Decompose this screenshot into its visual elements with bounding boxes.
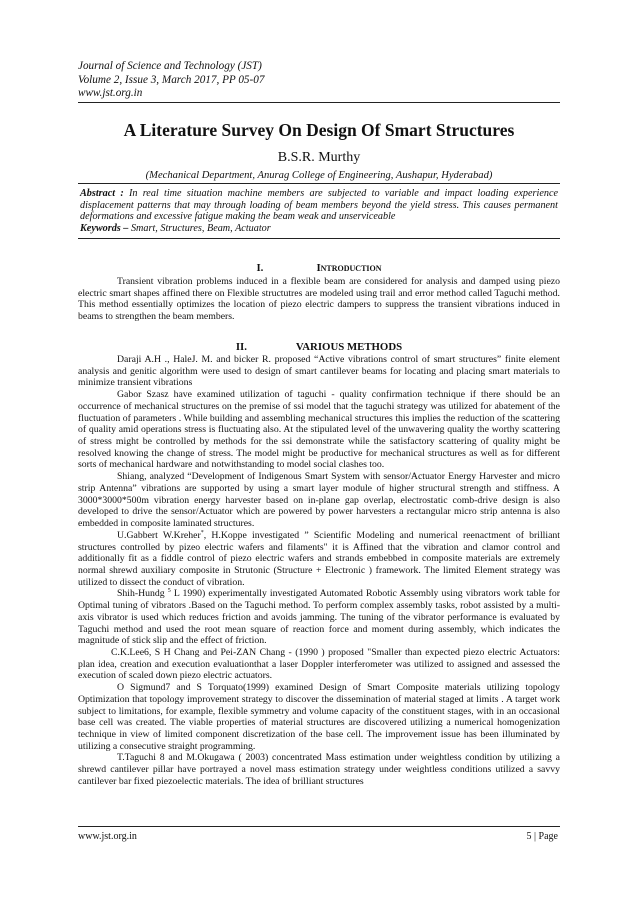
paragraph-text: L 1990) experimentally investigated Automated Robotic Assembly using vibrators work table for Optimal tuning of vibrators .Based on the Taguchi method. To perform complex assembly tasks, robot assisted by a multi-axis vibrator is used which reduces friction and avoids jamming. The tuning of the vibrator performance is evaluated by Taguchi method and used the root mean square of reaction force and moment during assembly, which indicates the magnitude of stick slip and the effect of friction.: [78, 588, 560, 647]
paragraph: C.K.Lee6, S H Chang and Pei-ZAN Chang - (1990 ) proposed "Smaller than expected piezo electric Actuators: plan idea, creation and execution evaluationthat a laser Doppler interferometer was utilized to assigned and assessed the execution of scaled down piezo electric actuators.: [78, 646, 560, 682]
abstract-label: Abstract :: [80, 188, 124, 199]
section-heading-methods: [78, 341, 560, 354]
keywords-text: Smart, Structures, Beam, Actuator: [130, 223, 271, 234]
paper-author: B.S.R. Murthy: [277, 150, 361, 165]
abstract-bottom-divider: [78, 238, 560, 239]
paragraph: Shiang, analyzed “Development of Indigenous Smart System with sensor/Actuator Energy Harvester and micro strip Antenna” vibrations are supported by using a smart layer module of higher structural strength and stiffness. A 3000*3000*500m vibration energy harvester based on in-plane gap overlap, electrostatic comb-drive design is also developed to drive the sensor/Actuator which are powered by power harvesters a rectangular micro strip antenna is also embedded in composite laminated structures.: [78, 471, 560, 530]
abstract: [80, 188, 558, 223]
abstract-text: In real time situation machine members are subjected to variable and impact loading experience displacement patterns that may through loading of beam members beyond the yield stress. This causes permanent deformations and excessive fatigue making the beam weak and unserviceable: [80, 188, 558, 223]
footer-url: www.jst.org.in: [78, 831, 137, 842]
abstract-top-divider: [78, 183, 560, 184]
keywords: [80, 223, 558, 235]
superscript: *: [200, 529, 204, 536]
paragraph-text: U.Gabbert W.Kreher: [117, 529, 201, 541]
paragraph: [78, 588, 560, 647]
introduction-body: [78, 276, 560, 323]
section-number: I.: [256, 262, 264, 274]
author-affiliation: (Mechanical Department, Anurag College of Engineering, Aushapur, Hyderabad): [145, 170, 493, 181]
journal-url: www.jst.org.in: [78, 87, 143, 99]
footer-divider: [78, 826, 560, 827]
keywords-label: Keywords –: [80, 223, 129, 234]
paragraph: Gabor Szasz have examined utilization of taguchi - quality confirmation technique if there should be an occurrence of mechanical structures on the premise of ssi model that the taguchi strategy was utilized for abatement of the fluctuation of parameters . While building and assembling mechanical structures this implies the reduction of the scattering of quality amid operations stress is fluctuating also. At the stipulated level of the unwavering quality the worthy scattering of stress might be controlled by methods for the ssi demonstrate while the satisfactory scattering of quality might be resolved knowing the change of stress. The model might be productive for mechanical structures as well as for different sorts of mechanical hardware and notwithstanding to model social clashes too.: [78, 389, 560, 471]
paragraph: Daraji A.H ., HaleJ. M. and bicker R. proposed “Active vibrations control of smart structures” finite element analysis and genitic algorithm were used to design of smart cantilever beams for locating and placing smart materials to minimize transient vibrations: [78, 354, 560, 389]
section-heading-introduction: [78, 262, 560, 275]
page-number: 5 | Page: [526, 831, 558, 842]
methods-body: [78, 354, 560, 788]
paragraph: T.Taguchi 8 and M.Okugawa ( 2003) concentrated Mass estimation under weightless condition by utilizing a shrewd cantilever pillar have portrayed a novel mass estimation strategy under weightless conditions utilized a savvy cantilever bar fixed piezoelectic materials. The idea of brilliant structures: [78, 752, 560, 787]
paragraph: [78, 530, 560, 589]
paper-title: A Literature Survey On Design Of Smart Structures: [123, 120, 515, 140]
superscript: 5: [167, 588, 171, 595]
paragraph: O Sigmund7 and S Torquato(1999) examined Design of Smart Composite materials utilizing topology Optimization that topology improvement strategy to discover the dissemination of material staged at limits . A target work subject to limitations, for example, flexible symmetry and volume capacity of the constituent stages, with in an occasional base cell was created. The viable properties of material structures are discovered utilizing a numerical homogenization technique in view of limited component discretization of the base cell. The improvement issue has been illuminated by utilizing a consecutive straight programming.: [78, 682, 560, 752]
section-number: II.: [235, 341, 247, 353]
paragraph: Transient vibration problems induced in a flexible beam are considered for analysis and damped using piezo electric smart shapes affined there on Flexible structutres are modeled using trail and error method called Taguchi method. This method essentially optimizes the location of piezo electric dampers to suppress the transient vibrations induced in beams to strengthen the beam members.: [78, 276, 560, 323]
paragraph-text: , H.Koppe investigated ” Scientific Modeling and numerical reenactment of brilliant structures controlled by pizeo electric wafers and filaments" it is Affined that the vibration and clamor control and additionally fit as a fiddle control of piezo electric wafers and strands embebbed in composite materials are extremely normal shrewd auxiliary composite in Strutonic (Structure + Electronic ) framework. The limited Element strategy was utilized to dissect the conduct of vibration.: [78, 529, 561, 588]
header-divider: [78, 102, 560, 103]
journal-volume: Volume 2, Issue 3, March 2017, PP 05-07: [78, 73, 265, 86]
journal-name: Journal of Science and Technology (JST): [78, 60, 262, 72]
section-title: VARIOUS METHODS: [295, 341, 403, 353]
paragraph-text: Shih-Hundg: [117, 588, 168, 600]
journal-header: [78, 60, 558, 101]
section-title: Introduction: [316, 262, 382, 274]
